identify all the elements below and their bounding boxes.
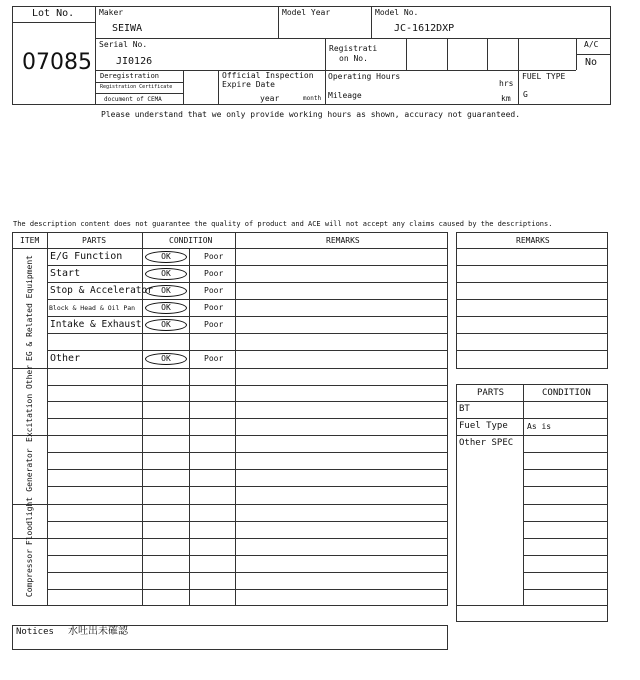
condition-ok-marker: OK	[145, 353, 187, 365]
part-stop-accelerator: Stop & Accelerator	[50, 285, 153, 296]
section-label-compressor: Compressor	[25, 548, 34, 598]
working-hours-notice: Please understand that we only provide working hours as shown, accuracy not guaranteed.	[101, 110, 521, 119]
cema-document-label: document of CEMA	[104, 96, 162, 103]
section-label-floodlight: Floodlight	[25, 496, 34, 546]
lot-label: Lot No.	[32, 8, 75, 19]
deregistration-label: Deregistration	[100, 72, 160, 80]
part-start: Start	[50, 268, 81, 279]
part-intake-exhaust: Intake & Exhaust	[50, 319, 142, 330]
side-column-header-parts: PARTS	[477, 388, 505, 398]
operating-hours-label: Operating Hours	[328, 72, 401, 81]
side-part-bt: BT	[459, 404, 470, 414]
registration-certificate-label: Registration Certificate	[100, 84, 173, 90]
notices-label: Notices	[16, 627, 54, 637]
condition-ok-marker: OK	[145, 302, 187, 314]
side-column-header-condition: CONDITION	[542, 388, 591, 398]
fuel-type-value: G	[523, 90, 528, 99]
km-label: km	[501, 94, 511, 103]
ac-value: No	[585, 57, 598, 68]
year-label: year	[260, 94, 280, 103]
ac-label: A/C	[584, 40, 599, 49]
condition-ok-marker: OK	[145, 319, 187, 331]
fuel-type-label: FUEL TYPE	[522, 72, 566, 81]
header-border	[12, 6, 611, 105]
model-no-value: JC-1612DXP	[394, 23, 455, 34]
registration-label-2: on No.	[339, 54, 368, 63]
column-header-parts: PARTS	[82, 236, 107, 245]
condition-poor: Poor	[204, 252, 224, 261]
hrs-label: hrs	[499, 79, 514, 88]
column-header-item: ITEM	[20, 236, 40, 245]
condition-poor: Poor	[204, 269, 224, 278]
section-label-eg-related: EG & Related Equipment	[25, 255, 34, 361]
section-label-excitation-other: Excitation Other	[25, 364, 34, 442]
section-label-generator: Generator	[25, 448, 34, 492]
side-remarks-header: REMARKS	[516, 236, 550, 245]
month-label: month	[303, 95, 322, 102]
mileage-label: Mileage	[328, 91, 362, 100]
maker-label: Maker	[99, 8, 124, 17]
lot-number: 07085	[22, 50, 92, 75]
side-part-fuel-type: Fuel Type	[459, 421, 508, 431]
condition-poor: Poor	[204, 320, 224, 329]
model-no-label: Model No.	[375, 8, 419, 17]
inspection-label: Official Inspection	[222, 71, 314, 80]
condition-ok-marker: OK	[145, 268, 187, 280]
side-part-other-spec: Other SPEC	[459, 438, 514, 448]
condition-poor: Poor	[204, 303, 224, 312]
side-condition-fuel-type: As is	[527, 422, 552, 431]
serial-label: Serial No.	[99, 40, 148, 49]
condition-poor: Poor	[204, 354, 224, 363]
condition-poor: Poor	[204, 286, 224, 295]
column-header-condition: CONDITION	[169, 236, 213, 245]
model-year-label: Model Year	[282, 8, 331, 17]
part-other: Other	[50, 353, 81, 364]
inspection-expire-label: Expire Date	[222, 80, 275, 89]
part-eg-function: E/G Function	[50, 251, 123, 262]
serial-value: JI0126	[116, 56, 153, 67]
registration-label: Registrati	[329, 44, 378, 53]
condition-ok-marker: OK	[145, 251, 187, 263]
maker-value: SEIWA	[112, 23, 143, 34]
column-header-remarks: REMARKS	[326, 236, 360, 245]
disclaimer-text: The description content does not guarantee the quality of product and ACE will not accept any claims caused by the descriptions.	[13, 220, 553, 228]
part-block-head-oil-pan: Block & Head & Oil Pan	[49, 304, 136, 312]
condition-ok-marker: OK	[145, 285, 187, 297]
notices-value: 水吐出未確認	[68, 626, 128, 637]
